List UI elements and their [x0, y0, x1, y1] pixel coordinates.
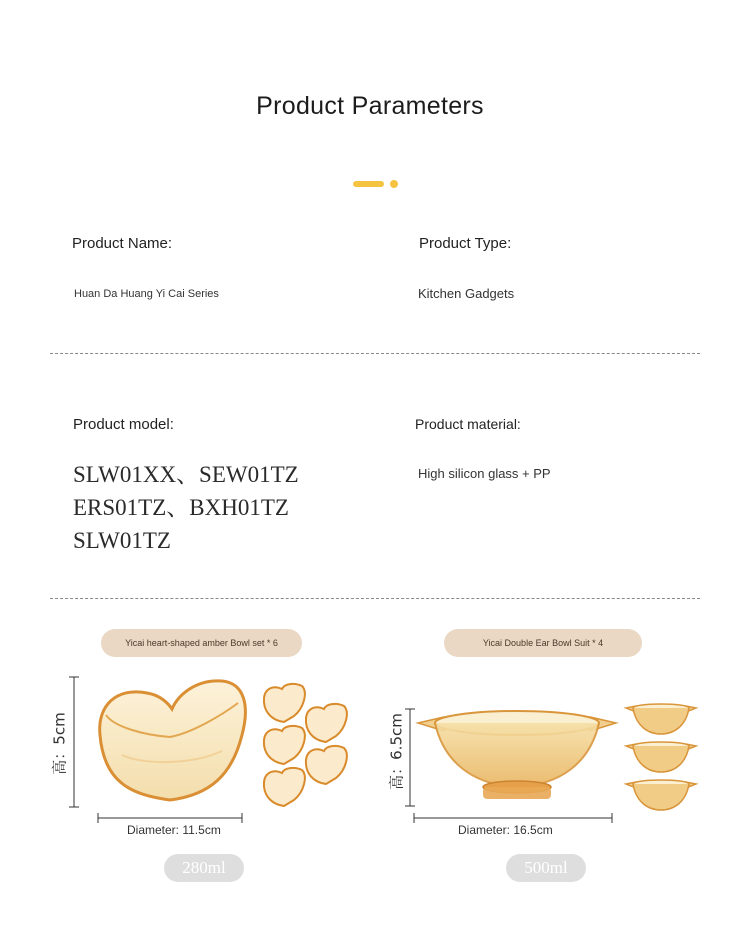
product-model-values [73, 458, 299, 557]
product-material-label: Product material: [415, 416, 521, 432]
title-accent-bar [353, 181, 384, 187]
small-double-ear-bowls-image [624, 700, 704, 820]
product-name-label: Product Name: [72, 235, 173, 252]
product-type-label: Product Type: [419, 235, 512, 252]
set-title-pill: Yicai heart-shaped amber Bowl set * 6 [101, 629, 302, 657]
height-label: 高：5cm [50, 712, 69, 775]
product-model-label: Product model: [73, 416, 174, 433]
volume-badge: 500ml [506, 854, 586, 882]
product-material-value: High silicon glass + PP [418, 466, 551, 481]
product-model-line: ERS01TZ、BXH01TZ [73, 495, 289, 520]
height-label: 高：6.5cm [387, 713, 406, 790]
set-title-pill: Yicai Double Ear Bowl Suit * 4 [444, 629, 642, 657]
product-model-line: SLW01TZ [73, 528, 171, 553]
title-accent-dot [390, 180, 398, 188]
product-type-value: Kitchen Gadgets [418, 286, 515, 301]
double-ear-bowl-image [414, 703, 624, 813]
heart-bowl-image [92, 675, 252, 815]
product-name-value: Huan Da Huang Yi Cai Series [74, 288, 219, 300]
section-divider [50, 598, 700, 599]
product-model-line: SLW01XX、SEW01TZ [73, 462, 299, 487]
page-title: Product Parameters [256, 92, 484, 120]
volume-badge: 280ml [164, 854, 244, 882]
small-heart-bowls-image [260, 680, 360, 810]
diameter-label: Diameter: 16.5cm [458, 823, 553, 837]
section-divider [50, 353, 700, 354]
diameter-label: Diameter: 11.5cm [127, 823, 221, 837]
